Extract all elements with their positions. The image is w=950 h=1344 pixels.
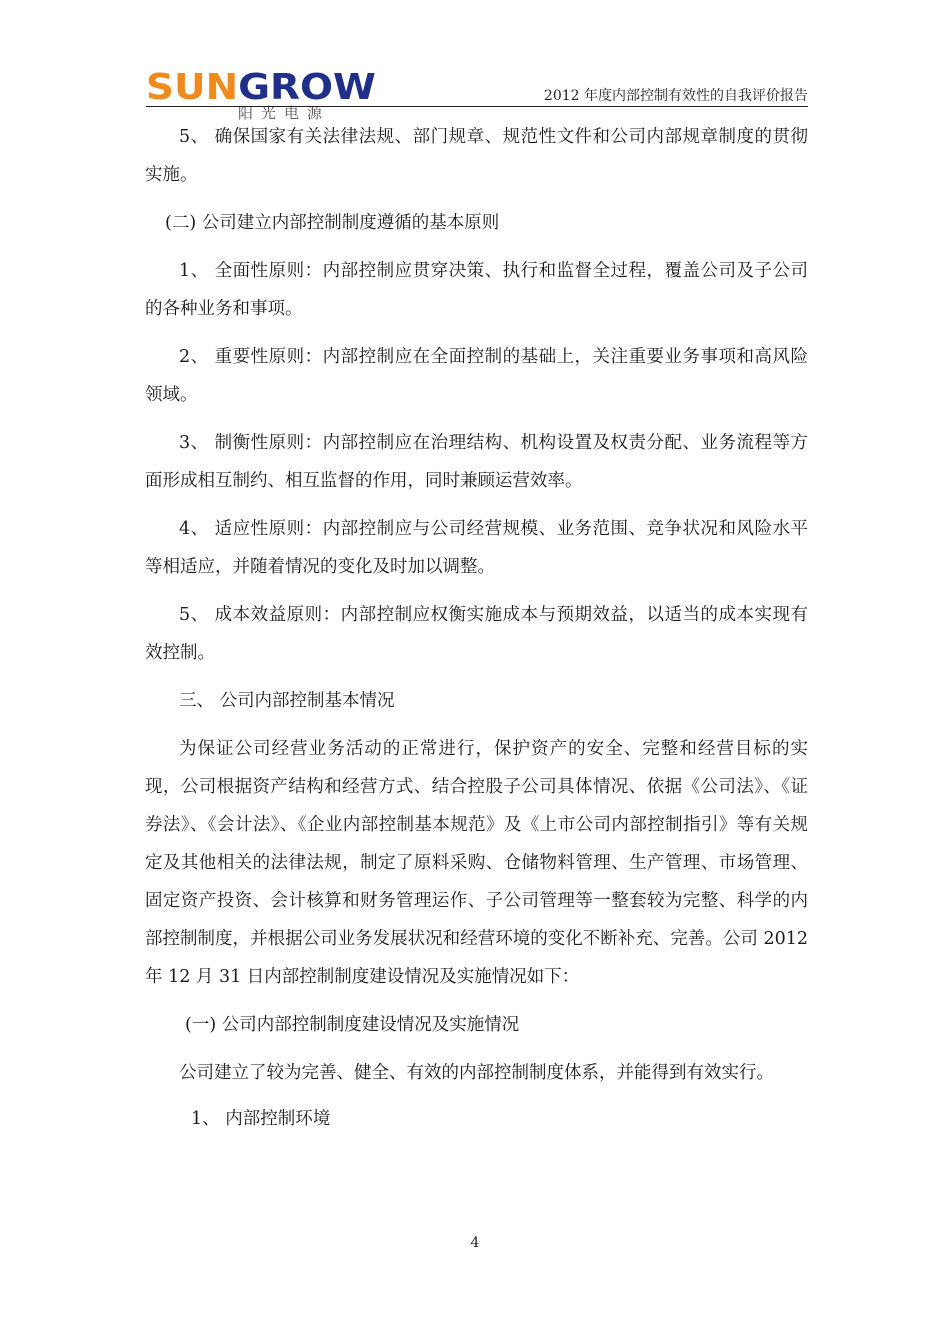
logo-chinese-text: 阳光电源 [238, 104, 331, 122]
logo-sun-text: SUN [146, 67, 239, 108]
principle-item-5: 5、 成本效益原则：内部控制应权衡实施成本与预期效益，以适当的成本实现有效控制。 [145, 605, 808, 663]
page-number: 4 [470, 1235, 480, 1251]
environment-item-1: 1、 内部控制环境 [191, 1109, 331, 1129]
header-divider [146, 106, 808, 107]
principle-item-1: 1、 全面性原则：内部控制应贯穿决策、执行和监督全过程，覆盖公司及子公司的各种业务和事项。 [145, 261, 808, 319]
sungrow-logo [146, 67, 376, 122]
page-header [0, 0, 950, 120]
principle-item-3: 3、 制衡性原则：内部控制应在治理结构、机构设置及权责分配、业务流程等方面形成相互制约、相互监督的作用，同时兼顾运营效率。 [145, 433, 808, 491]
document-body [145, 118, 808, 1138]
subsection-1-paragraph: 公司建立了较为完善、健全、有效的内部控制制度体系，并能得到有效实行。 [179, 1063, 774, 1083]
report-title: 2012 年度内部控制有效性的自我评价报告 [543, 88, 808, 104]
section-3-paragraph: 为保证公司经营业务活动的正常进行，保护资产的安全、完整和经营目标的实现，公司根据资产结构和经营方式、结合控股子公司具体情况、依据《公司法》、《证券法》、《会计法》、《企业内部控制基本规范》及《上市公司内部控制指引》等有关规定及其他相关的法律法规，制定了原料采购、仓储物料管理、生产管理、市场管理、固定资产投资、会计核算和财务管理运作、子公司管理等一整套较为完整、科学的内部控制制度，并根据公司业务发展状况和经营环境的变化不断补充、完善。公司 2012 年 12 月 31 日内部控制制度建设情况及实施情况如下： [145, 739, 808, 987]
principle-item-4: 4、 适应性原则：内部控制应与公司经营规模、业务范围、竞争状况和风险水平等相适应，并随着情况的变化及时加以调整。 [145, 519, 808, 577]
logo-wordmark [146, 67, 376, 108]
logo-grow-text: GROW [238, 67, 376, 108]
objective-item-5: 5、 确保国家有关法律法规、部门规章、规范性文件和公司内部规章制度的贯彻实施。 [145, 127, 808, 185]
subsection-1-heading: (一) 公司内部控制制度建设情况及实施情况 [185, 1015, 520, 1035]
principles-heading: (二) 公司建立内部控制制度遵循的基本原则 [165, 213, 500, 233]
section-3-heading: 三、 公司内部控制基本情况 [179, 691, 395, 711]
principle-item-2: 2、 重要性原则：内部控制应在全面控制的基础上，关注重要业务事项和高风险领域。 [145, 347, 808, 405]
